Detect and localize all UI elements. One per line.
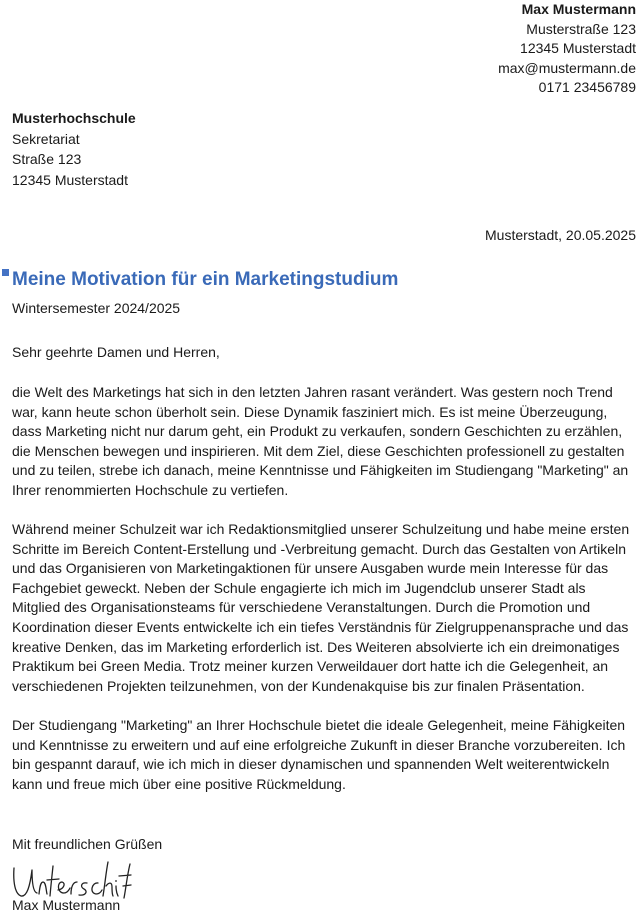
body-paragraph: Während meiner Schulzeit war ich Redaktionsmitglied unserer Schulzeitung und habe meine ersten Schritte im Bereich Content-Erstellung und -Verbreitung gemacht. Durch das Gestalten von Artikeln und das Organisieren von Marketingaktionen für unsere Ausgaben wurde mein Interesse für das Fachgebiet geweckt. Neben der Schule engagierte ich mich im Jugendclub unserer Stadt als Mitglied des Organisationsteams für verschiedene Veranstaltungen. Durch die Promotion und Koordination dieser Events entwickelte ich ein tiefes Verständnis für Zielgruppenansprache und das kreative Denken, das im Marketing erforderlich ist. Des Weiteren absolvierte ich ein dreimonatiges Praktikum bei Green Media. Trotz meiner kurzen Verweildauer dort hatte ich die Gelegenheit, an verschiedenen Projekten teilzunehmen, von der Kundenakquise bis zur finalen Präsentation. [12,521,630,694]
recipient-organization: Musterhochschule [12,110,136,126]
letter-subtitle: Wintersemester 2024/2025 [12,300,181,316]
letter-body [12,383,636,814]
sender-phone: 0171 23456789 [538,79,636,96]
letter-title: Meine Motivation für ein Marketingstudium [12,269,399,290]
sender-street: Musterstraße 123 [526,20,636,37]
recipient-address-block [12,108,136,190]
sender-city: 12345 Musterstadt [520,40,636,57]
sender-name: Max Mustermann [521,1,636,17]
sender-email: max@mustermann.de [498,59,636,76]
heading-marker-icon [2,269,9,276]
signer-name: Max Mustermann [12,897,121,913]
sender-address-block [498,0,636,98]
body-paragraph: Der Studiengang "Marketing" an Ihrer Hochschule bietet die ideale Gelegenheit, meine Fähigkeiten und Kenntnisse zu erweitern und auf eine erfolgreiche Zukunft in dieser Branche vorzubereiten. Ich bin gespannt darauf, wie ich mich in dieser dynamischen und spannenden Welt weiterentwickeln kann und freue mich über eine positive Rückmeldung. [12,716,626,792]
salutation: Sehr geehrte Damen und Herren, [12,344,220,360]
body-paragraph: die Welt des Marketings hat sich in den letzten Jahren rasant verändert. Was gestern noch Trend war, kann heute schon überholt sein. Diese Dynamik fasziniert mich. Es ist meine Überzeugung, dass Marketing nicht nur darum geht, ein Produkt zu verkaufen, sondern Geschichten zu erzählen, die Menschen bewegen und inspirieren. Mit dem Ziel, diese Geschichten professionell zu gestalten und zu teilen, strebe ich danach, meine Kenntnisse und Fähigkeiten im Studiengang "Marketing" an Ihrer renommierten Hochschule zu vertiefen. [12,384,629,498]
recipient-city: 12345 Musterstadt [12,171,128,188]
recipient-department: Sekretariat [12,130,80,147]
closing-phrase: Mit freundlichen Grüßen [12,836,163,852]
recipient-street: Straße 123 [12,151,82,167]
letter-date: Musterstadt, 20.05.2025 [485,227,636,243]
